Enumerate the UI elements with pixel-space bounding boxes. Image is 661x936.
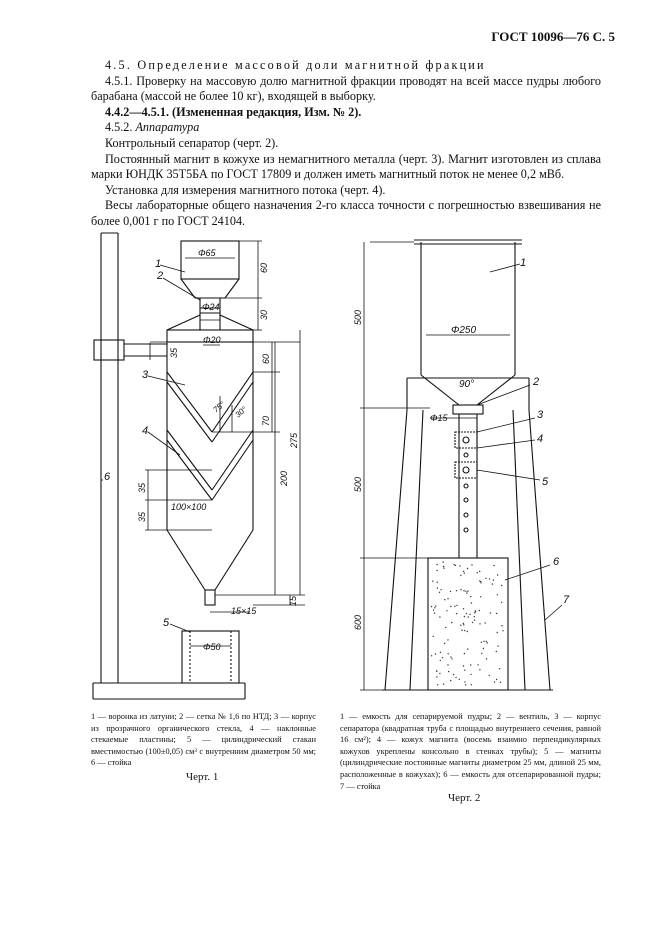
dim-d250: Φ250 (451, 325, 477, 336)
paragraph: Весы лабораторные общего назначения 2-го класса точности с погрешностью взвешивания не более 0,001 г по ГОСТ 24104. (91, 198, 601, 228)
label-6: 6 (553, 556, 560, 568)
dim-30: 30 (259, 309, 269, 320)
section-heading: 4.5. Определение массовой доли магнитной фракции (105, 58, 486, 72)
dim-60-mid: 60 (261, 353, 271, 364)
label-3: 3 (537, 409, 544, 421)
paragraph: 4.5.1. Проверку на массовую долю магнитной фракции проводят на всей массе пудры любого барабана (массой не более 10 кг), входящей в выборку. (91, 73, 601, 104)
dim-d65: Φ65 (198, 248, 216, 258)
dim-35-lower-b: 35 (137, 511, 147, 522)
dim-15x15: 15×15 (231, 606, 257, 616)
label-4: 4 (537, 433, 544, 445)
label-5: 5 (163, 617, 170, 629)
dim-35-lower-a: 35 (137, 482, 147, 493)
subsection-number: 4.5.2. (105, 120, 133, 135)
dim-15: 15 (288, 595, 298, 606)
paragraph: Контрольный сепаратор (черт. 2). (105, 135, 279, 150)
dim-100x100: 100×100 (171, 502, 207, 512)
figure-2-title: Черт. 2 (448, 792, 481, 804)
dim-600: 600 (353, 614, 363, 630)
figure-1-caption: 1 — воронка из латуни; 2 — сетка № 1,6 по НТД; 3 — корпус из прозрачного органического стекла, 4 — наклонные стекаемые пластины; 5 — цилиндрический стакан вместимостью (100±0,05) см³ с внутренним диаметром 50 мм; 6 — стойка (91, 712, 316, 768)
amendment-note: 4.4.2—4.5.1. (Измененная редакция, Изм. № 2). (105, 104, 362, 119)
dim-d50: Φ50 (203, 642, 221, 652)
label-2: 2 (533, 376, 540, 388)
dim-500-upper: 500 (353, 309, 363, 325)
dim-200: 200 (279, 470, 289, 486)
label-3: 3 (142, 369, 149, 381)
label-5: 5 (542, 476, 549, 488)
page-header: ГОСТ 10096—76 С. 5 (491, 29, 615, 44)
dim-angle-30: 30° (233, 404, 249, 420)
dim-70: 70 (261, 415, 271, 426)
paragraph: Постоянный магнит в кожухе из немагнитного металла (черт. 3). Магнит изготовлен из сплава марки ЮНДК 35Т5БА по ГОСТ 17809 и должен иметь магнитный поток не менее 0,2 мВб. (91, 151, 601, 182)
paragraph: Установка для измерения магнитного потока (черт. 4). (105, 182, 386, 197)
dim-500-lower: 500 (353, 476, 363, 492)
dim-275: 275 (289, 432, 299, 448)
label-7: 7 (563, 594, 570, 606)
dim-60-top: 60 (259, 262, 269, 273)
label-2: 2 (157, 270, 164, 282)
label-4: 4 (142, 425, 149, 437)
dim-d24: Φ24 (202, 302, 220, 312)
label-1: 1 (155, 258, 162, 270)
figure-1-title: Черт. 1 (186, 771, 219, 783)
dim-angle-75: 75° (211, 399, 227, 415)
figure-2-caption: 1 — емкость для сепарируемой пудры; 2 — вентиль, 3 — корпус сепаратора (квадратная труба с площадью внутреннего сечения, равной 16 см²); 4 — кожух магнита (восемь взаимно перпендикулярных кожухов укреплены консольно в стенках трубы); 5 — магниты (цилиндрические постоянные магниты диаметром 25 мм, длиной 25 мм, расположенные в кожухах); 6 — емкость для отсепарированной пудры; 7 — стойка (340, 712, 601, 791)
dim-35-upper: 35 (169, 347, 179, 358)
label-6: 6 (104, 471, 111, 483)
subsection-title: Аппаратура (135, 120, 200, 135)
dim-angle-90: 90° (459, 379, 475, 390)
dim-d20: Φ20 (203, 335, 221, 345)
label-1: 1 (520, 257, 527, 269)
dim-d15: Φ15 (430, 413, 448, 423)
